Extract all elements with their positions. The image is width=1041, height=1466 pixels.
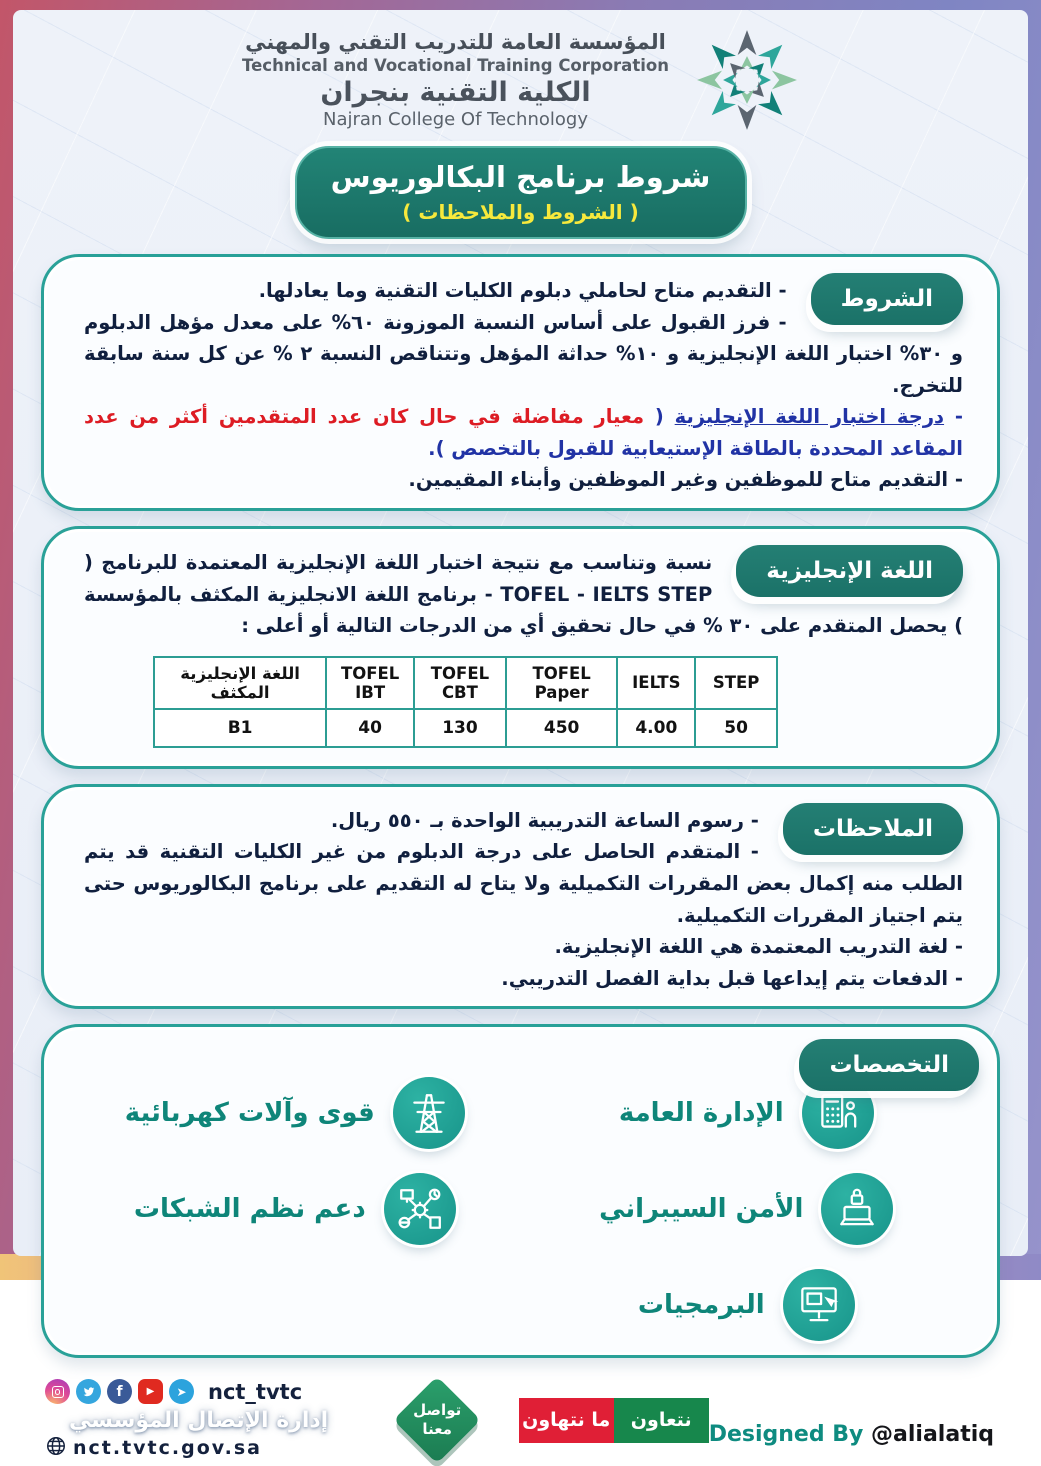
condition-3-red-note: معيار مفاضلة في حال كان عدد المتقدمين أكثر من عدد — [84, 405, 645, 429]
globe-icon — [45, 1435, 67, 1461]
major-name: الأمن السيبراني — [599, 1194, 804, 1225]
score-header: STEP — [695, 657, 777, 709]
notes-card — [41, 784, 1000, 1009]
score-value: 130 — [414, 709, 506, 747]
score-value: 4.00 — [617, 709, 695, 747]
score-header: TOFEL IBT — [326, 657, 414, 709]
english-label: اللغة الإنجليزية — [736, 545, 963, 597]
majors-card — [41, 1024, 1000, 1358]
condition-line-3 — [84, 401, 963, 464]
contact-badge-line1: تواصل — [413, 1401, 462, 1420]
software-monitor-icon — [783, 1269, 855, 1341]
condition-line-4: - التقديم متاح للموظفين وغير الموظفين وأبناء المقيمين. — [408, 468, 963, 492]
majors-grid — [74, 1047, 967, 1341]
poster-content — [13, 10, 1028, 1460]
youtube-icon[interactable]: ▶ — [138, 1379, 163, 1404]
department-name: إدارة الإتصال المؤسسي — [69, 1408, 329, 1434]
score-value: 40 — [326, 709, 414, 747]
condition-3-underlined: درجة اختبار اللغة الإنجليزية — [674, 405, 945, 429]
english-scores-table — [153, 656, 778, 748]
condition-line-2: - فرز القبول على أساس النسبة الموزونة ٦٠% على معدل مؤهل الدبلوم و ٣٠% اختبار اللغة الإنجليزية و ١٠% حداثة المؤهل وتتناقص النسبة ٢ % عن كل سنة سابقة للتخرج. — [84, 310, 963, 397]
website-row[interactable] — [41, 1435, 356, 1461]
contact-badge-line2: معنا — [422, 1420, 453, 1439]
note-line-2: - المتقدم الحاصل على درجة الدبلوم من غير الكليات التقنية قد يتم الطلب منه إكمال بعض المقررات التكميلية ولا يتاح له التقديم على برنامج البكالوريوس حتى يتم اجتياز المقررات التكميلية. — [84, 840, 963, 927]
majors-label: التخصصات — [799, 1039, 979, 1091]
twitter-icon[interactable] — [76, 1379, 101, 1404]
major-network-systems-support — [74, 1173, 516, 1245]
contact-us-badge[interactable] — [394, 1376, 482, 1464]
social-row — [41, 1379, 356, 1404]
designer-handle[interactable]: @alialatiq — [871, 1421, 994, 1447]
conditions-label: الشروط — [811, 273, 963, 325]
instagram-icon[interactable] — [45, 1379, 70, 1404]
facebook-icon[interactable]: f — [107, 1379, 132, 1404]
poster-subtitle: ( الشروط والملاحظات ) — [402, 200, 639, 224]
condition-3-paren: ( — [644, 405, 675, 429]
major-electrical-power — [74, 1077, 516, 1149]
footer — [41, 1374, 1000, 1466]
website-url[interactable]: nct.tvtc.gov.sa — [73, 1437, 262, 1460]
title-banner — [295, 146, 747, 239]
condition-line-1: - التقديم متاح لحاملي دبلوم الكليات التقنية وما يعادلها. — [258, 279, 787, 302]
score-value: B1 — [154, 709, 326, 747]
major-name: الإدارة العامة — [618, 1098, 784, 1129]
score-value: 450 — [506, 709, 618, 747]
footer-contact-block — [41, 1379, 356, 1461]
scores-value-row — [154, 709, 777, 747]
condition-3-dash: - — [944, 405, 963, 429]
condition-3-rest: المقاعد المحددة بالطاقة الإستيعابية للقبول بالتخصص ). — [428, 436, 963, 460]
scores-header-row — [154, 657, 777, 709]
slogan-red-badge: ما نتهاون — [519, 1398, 614, 1443]
org-name-arabic: المؤسسة العامة للتدريب التقني والمهني — [245, 30, 666, 54]
header-text — [242, 30, 669, 130]
college-name-english: Najran College Of Technology — [322, 109, 588, 130]
major-name: دعم نظم الشبكات — [133, 1194, 366, 1225]
notes-label: الملاحظات — [783, 803, 963, 855]
poster-title: شروط برنامج البكالوريوس — [330, 160, 711, 194]
slogan-green-badge: نتعاون — [614, 1398, 709, 1443]
college-name-arabic: الكلية التقنية بنجران — [320, 77, 591, 108]
designed-by-label: Designed By — [708, 1421, 864, 1447]
header — [41, 24, 1000, 136]
note-line-4: - الدفعات يتم إيداعها قبل بداية الفصل التدريبي. — [501, 966, 963, 990]
tvtc-logo-icon — [695, 28, 799, 132]
major-name: قوى وآلات كهربائية — [124, 1098, 375, 1129]
slogan-badges — [519, 1398, 709, 1443]
score-header: IELTS — [617, 657, 695, 709]
telegram-icon[interactable]: ➤ — [169, 1379, 194, 1404]
english-card — [41, 526, 1000, 769]
score-value: 50 — [695, 709, 777, 747]
score-header: TOFEL Paper — [506, 657, 618, 709]
major-cybersecurity — [526, 1173, 968, 1245]
power-tower-icon — [393, 1077, 465, 1149]
major-software — [526, 1269, 968, 1341]
contact-badge-wrap — [356, 1389, 518, 1451]
designed-by — [709, 1422, 1000, 1447]
english-paragraph: نسبة وتناسب مع نتيجة اختبار اللغة الإنجليزية المعتمدة للبرنامج ( TOFEL - IELTS STEP - برنامج اللغة الانجليزية المكثف بالمؤسسة ) يحصل المتقدم على ٣٠ % في حال تحقيق أي من الدرجات التالية أو أعلى : — [84, 551, 963, 638]
social-handle: nct_tvtc — [208, 1379, 303, 1404]
score-header: اللغة الإنجليزية المكثف — [154, 657, 326, 709]
note-line-3: - لغة التدريب المعتمدة هي اللغة الإنجليزية. — [554, 935, 963, 959]
network-systems-icon — [384, 1173, 456, 1245]
note-line-1: - رسوم الساعة التدريبية الواحدة بـ ٥٥٠ ريال. — [330, 808, 759, 832]
org-name-english: Technical and Vocational Training Corporation — [242, 56, 669, 75]
cybersecurity-lock-laptop-icon — [821, 1173, 893, 1245]
score-header: TOFEL CBT — [414, 657, 506, 709]
major-name: البرمجيات — [637, 1290, 765, 1321]
conditions-card — [41, 254, 1000, 511]
